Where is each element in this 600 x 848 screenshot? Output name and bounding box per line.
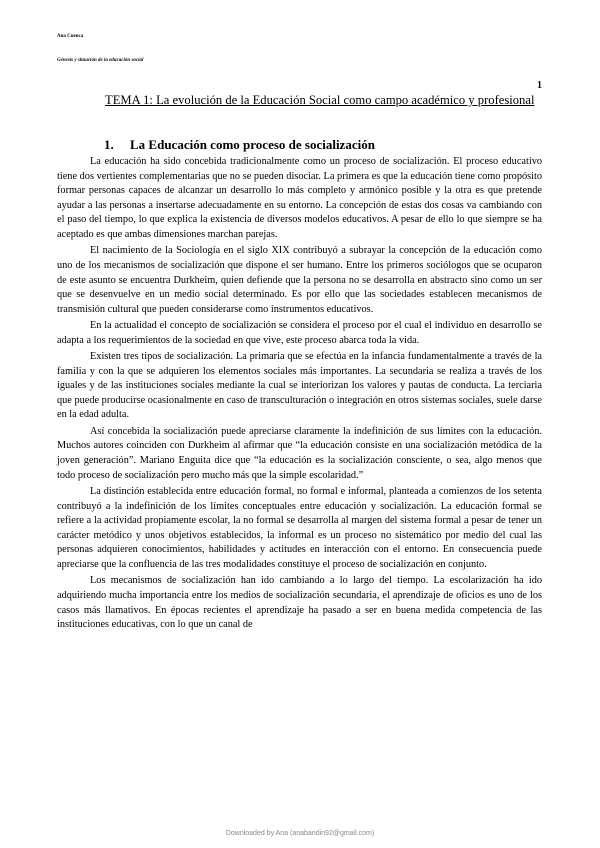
section-title: La Educación como proceso de socialización <box>130 137 375 152</box>
document-title: TEMA 1: La evolución de la Educación Social como campo académico y profesional <box>105 93 535 107</box>
page-number: 1 <box>537 80 542 91</box>
paragraph: Así concebida la socialización puede apreciarse claramente la indefinición de sus límites con la educación. Muchos autores coinciden con Durkheim al afirmar que “la educación consiste en una socialización metódica de la joven generación”. Mariano Enguita dice que “la educación es la socialización consciente, o sea, algo menos que todo proceso de socialización pero mucho más que la simple escolaridad.” <box>57 425 542 481</box>
paragraph: La distinción establecida entre educación formal, no formal e informal, planteada a comienzos de los setenta contribuyó a la indefinición de los límites conceptuales entre educación y socialización. La educación formal se refiere a la actividad propiamente escolar, la no formal se desarrolla al margen del sistema formal a pesar de tener un carácter metódico y unos objetivos establecidos, la informal es un proceso no sistemático por medio del cual las personas adquieren conocimientos, habilidades y actitudes en interacción con el entorno. En consecuencia puede apreciarse que la confluencia de las tres modalidades constituye el proceso de socialización en conjunto. <box>57 486 542 571</box>
header-author: Ana Cuenca <box>57 34 84 39</box>
paragraph: El nacimiento de la Sociología en el siglo XIX contribuyó a subrayar la concepción de la educación como uno de los mecanismos de socialización que dispone el ser humano. Entre los primeros sociólogos que se ocuparon de este asunto se encuentra Durkheim, quien defiende que la persona no se desarrolla en abstracto sino como un ser que se desenvuelve en un medio social determinado. Es por ello que las sociedades establecen mecanismos de transmisión cultural que pueden considerarse como instrumentos educativos. <box>57 245 542 315</box>
download-footer: Downloaded by Ana (anabandin92@gmail.com) <box>225 830 375 837</box>
paragraph: La educación ha sido concebida tradicionalmente como un proceso de socialización. El proceso educativo tiene dos vertientes complementarias que no se pueden disociar. La primera es que la educación tiene como propósito formar personas capaces de alcanzar un desarrollo lo más completo y armónico posible y la otra es que pretende ayudar a las personas a insertarse adecuadamente en su entorno. La concepción de estas dos cosas va cambiando con el paso del tiempo, lo que explica la existencia de diversos modelos educativos. A pesar de ello lo que siempre se ha aceptado es que ambas dimensiones marchan parejas. <box>57 156 542 240</box>
paragraph: En la actualidad el concepto de socialización se considera el proceso por el cual el individuo en desarrollo se adapta a los requerimientos de la sociedad en que vive, este proceso abarca toda la vida. <box>57 320 542 346</box>
paragraph: Existen tres tipos de socialización. La primaria que se efectúa en la infancia fundamentalmente a través de la familia y con la que se adquieren los elementos sociales más importantes. La secundaria se realiza a través de los iguales y de las instituciones sociales mediante la cual se interiorizan los valores y pautas de conducta. La terciaria que puede producirse ocasionalmente en caso de transculturación o integración en otros sistemas sociales, suele darse en la edad adulta. <box>57 351 542 421</box>
paragraph: Los mecanismos de socialización han ido cambiando a lo largo del tiempo. La escolarización ha ido adquiriendo mucha importancia entre los medios de socialización secundaria, el aprendizaje de oficios es uno de los casos más llamativos. En épocas recientes el aprendizaje ha pasado a ser en buena medida competencia de las instituciones educativas, con lo que un canal de <box>57 575 542 631</box>
section-number: 1. <box>104 137 114 152</box>
section-heading <box>104 137 375 153</box>
body-text <box>57 155 542 635</box>
header-course: Génesis y situación de la educación social <box>57 58 144 63</box>
